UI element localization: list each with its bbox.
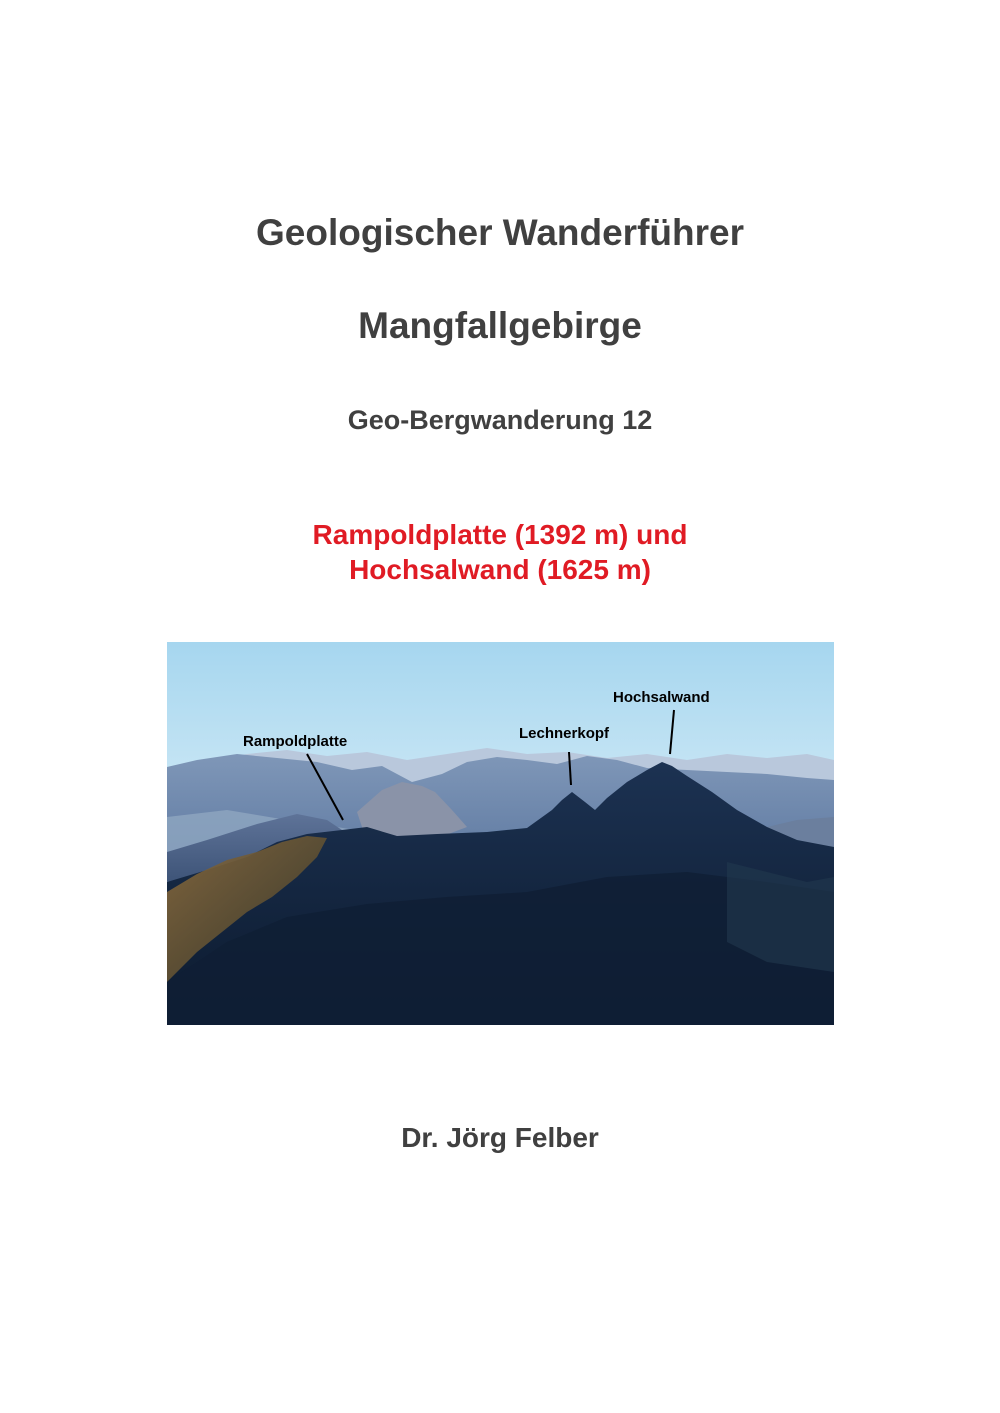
tour-title-line2: Hochsalwand (1625 m)	[349, 554, 651, 585]
tour-number: Geo-Bergwanderung 12	[347, 405, 653, 435]
label-lechnerkopf: Lechnerkopf	[519, 725, 610, 742]
author-name: Dr. Jörg Felber	[401, 1122, 599, 1153]
label-rampoldplatte: Rampoldplatte	[243, 733, 348, 750]
tour-title-line1: Rampoldplatte (1392 m) und	[312, 519, 688, 550]
label-hochsalwand: Hochsalwand	[613, 689, 710, 706]
mountain-panorama-photo	[167, 642, 834, 1025]
region-title: Mangfallgebirge	[358, 305, 642, 346]
series-title: Geologischer Wanderführer	[256, 212, 744, 253]
